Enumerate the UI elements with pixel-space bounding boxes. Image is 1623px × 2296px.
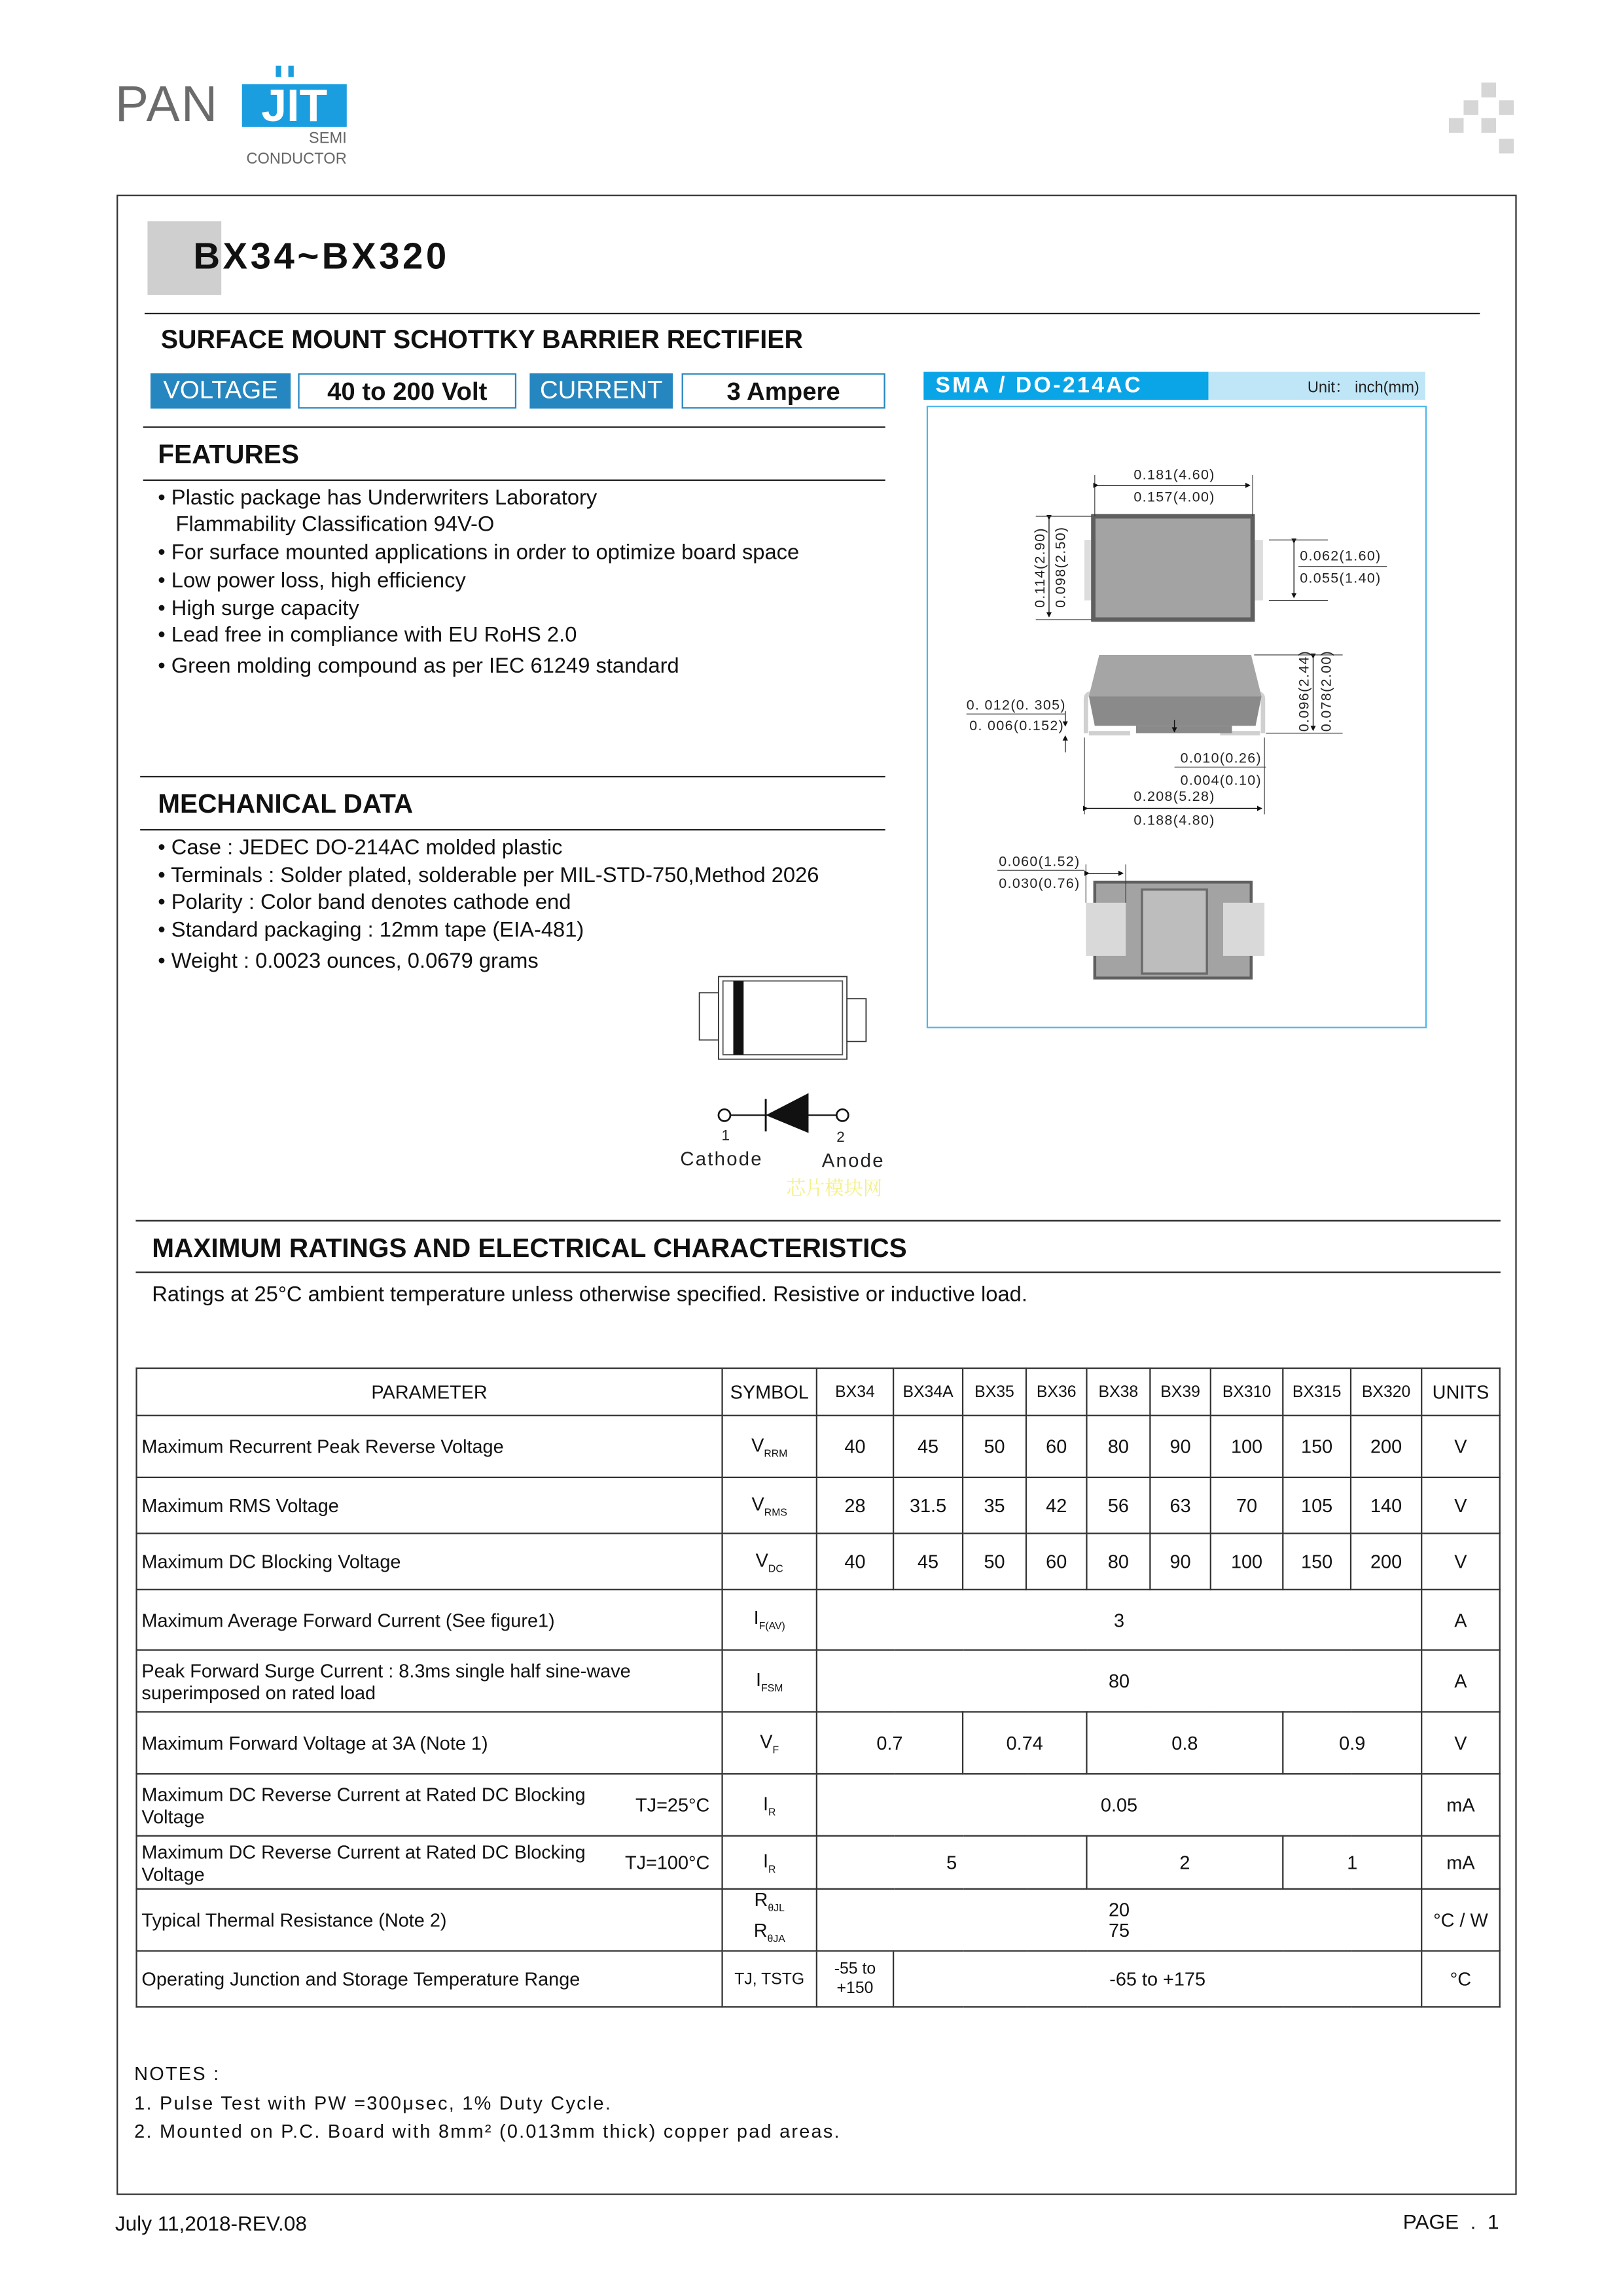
dim-height-min: 0.078(2.00)	[1318, 650, 1334, 732]
current-value: 3 Ampere	[682, 373, 885, 408]
voltage-value: 40 to 200 Volt	[298, 373, 516, 408]
value-cell: 105	[1283, 1477, 1351, 1534]
symbol-cell: $V_{DC}$	[722, 1534, 817, 1590]
unit-cell: V	[1421, 1534, 1499, 1590]
logo-pan: PAN	[115, 77, 219, 133]
divider	[135, 1220, 1500, 1221]
table-row	[137, 1650, 1500, 1712]
header-cell: BX320	[1351, 1368, 1421, 1415]
value-cell: 0.9	[1283, 1712, 1421, 1774]
feature-item: • Low power loss, high efficiency	[158, 569, 466, 593]
dim-top-width-max: 0.181(4.60)	[1133, 467, 1215, 483]
dim-pad-min: 0.030(0.76)	[999, 875, 1080, 892]
page-title: BX34~BX320	[193, 236, 450, 277]
unit-label: Unit： inch(mm)	[1307, 379, 1419, 397]
param-cell: Maximum DC Blocking Voltage	[137, 1534, 722, 1590]
value-cell: 90	[1150, 1415, 1210, 1477]
param-cell: Maximum RMS Voltage	[137, 1477, 722, 1534]
header-cell: SYMBOL	[722, 1368, 817, 1415]
value-cell: 5	[817, 1836, 1087, 1889]
notes-heading: NOTES :	[134, 2062, 221, 2085]
symbol-cell: $V_{RRM}$	[722, 1415, 817, 1477]
param-cell: Maximum Forward Voltage at 3A (Note 1)	[137, 1712, 722, 1774]
cathode-label: Cathode	[680, 1148, 763, 1171]
value-cell: 50	[963, 1415, 1026, 1477]
logo-conductor: CONDUCTOR	[246, 150, 347, 169]
mechanical-item: • Case : JEDEC DO-214AC molded plastic	[158, 836, 563, 860]
anode-label: Anode	[821, 1150, 885, 1172]
dim-top-height-max: 0.114(2.90)	[1032, 527, 1048, 608]
table-row	[137, 1774, 1500, 1836]
feature-item: • For surface mounted applications in order to optimize board space	[158, 541, 800, 565]
ratings-note: Ratings at 25°C ambient temperature unless otherwise specified. Resistive or inductive load.	[152, 1283, 1027, 1307]
param-cell: Operating Junction and Storage Temperature Range	[137, 1951, 722, 2007]
value-cell: 140	[1351, 1477, 1421, 1534]
header-cell: BX36	[1026, 1368, 1086, 1415]
param-cell: Typical Thermal Resistance (Note 2)	[137, 1889, 722, 1951]
table-row	[137, 1889, 1500, 1951]
logo-semi: SEMI	[308, 130, 347, 148]
table-row	[137, 1415, 1500, 1477]
value-cell: 0.8	[1086, 1712, 1283, 1774]
subtitle: SURFACE MOUNT SCHOTTKY BARRIER RECTIFIER	[160, 324, 804, 355]
footer-page: PAGE . 1	[1402, 2210, 1499, 2234]
dim-top-width-min: 0.157(4.00)	[1133, 489, 1215, 505]
value-cell: 20 75	[817, 1889, 1421, 1951]
mechanical-heading: MECHANICAL DATA	[158, 789, 414, 819]
value-cell: 0.74	[963, 1712, 1086, 1774]
dim-height-max: 0.096(2.44)	[1296, 650, 1312, 732]
value-cell: 0.7	[817, 1712, 963, 1774]
package-name: SMA / DO-214AC	[923, 372, 1208, 400]
table-row	[137, 1951, 1500, 2007]
header-cell: PARAMETER	[137, 1368, 722, 1415]
symbol-cell: $V_{RMS}$	[722, 1477, 817, 1534]
dim-standoff-max: 0.010(0.26)	[1180, 750, 1262, 766]
table-row	[137, 1712, 1500, 1774]
value-cell: 50	[963, 1534, 1026, 1590]
value-cell: 60	[1026, 1415, 1086, 1477]
value-cell: 42	[1026, 1477, 1086, 1534]
unit-cell: V	[1421, 1712, 1499, 1774]
dim-pad-max: 0.060(1.52)	[999, 853, 1080, 870]
table-row	[137, 1477, 1500, 1534]
value-cell: 35	[963, 1477, 1026, 1534]
header-cell: UNITS	[1421, 1368, 1499, 1415]
header-cell: BX38	[1086, 1368, 1150, 1415]
value-cell: 200	[1351, 1534, 1421, 1590]
header-cell: BX35	[963, 1368, 1026, 1415]
param-text: Maximum DC Reverse Current at Rated DC Blocking Voltage	[141, 1782, 586, 1828]
table-row	[137, 1534, 1500, 1590]
symbol-cell: $V_F$	[722, 1712, 817, 1774]
pin-2-label: 2	[836, 1128, 845, 1145]
param-cell	[137, 1836, 722, 1889]
param-cell: Peak Forward Surge Current : 8.3ms single half sine-wave superimposed on rated load	[137, 1650, 722, 1712]
unit-cell: mA	[1421, 1836, 1499, 1889]
unit-cell: mA	[1421, 1774, 1499, 1836]
value-cell: 28	[817, 1477, 893, 1534]
param-cell: Maximum Recurrent Peak Reverse Voltage	[137, 1415, 722, 1477]
mechanical-item: • Standard packaging : 12mm tape (EIA-481)	[158, 919, 584, 943]
value-cell: 45	[893, 1534, 963, 1590]
unit-cell: A	[1421, 1589, 1499, 1650]
symbol-cell: TJ, TSTG	[722, 1951, 817, 2007]
diode-package-outline	[700, 976, 866, 1059]
value-cell: 0.05	[817, 1774, 1421, 1836]
value-cell: 63	[1150, 1477, 1210, 1534]
value-cell: -65 to +175	[893, 1951, 1421, 2007]
value-cell: 70	[1211, 1477, 1283, 1534]
value-cell: 90	[1150, 1534, 1210, 1590]
diode-symbol-icon	[719, 1093, 848, 1133]
value-cell: 80	[1086, 1534, 1150, 1590]
dim-standoff-min: 0.004(0.10)	[1180, 772, 1262, 788]
table-row	[137, 1589, 1500, 1650]
dim-lead-thickness-max: 0. 012(0. 305)	[966, 697, 1066, 713]
param-cell	[137, 1774, 722, 1836]
unit-cell: °C / W	[1421, 1889, 1499, 1951]
value-cell: 1	[1283, 1836, 1421, 1889]
symbol-cell: $I_{F(AV)}$	[722, 1589, 817, 1650]
header-cell: BX34	[817, 1368, 893, 1415]
condition-label: TJ=100°C	[624, 1850, 710, 1873]
dim-top-height-min: 0.098(2.50)	[1052, 526, 1069, 608]
value-cell: 200	[1351, 1415, 1421, 1477]
value-cell: 100	[1211, 1534, 1283, 1590]
symbol-cell: $I_{FSM}$	[722, 1650, 817, 1712]
pin-1-label: 1	[721, 1127, 730, 1144]
value-cell: 100	[1211, 1415, 1283, 1477]
value-cell: 80	[817, 1650, 1421, 1712]
feature-item: Flammability Classification 94V-O	[158, 513, 495, 537]
footer-date: July 11,2018-REV.08	[115, 2211, 307, 2235]
unit-cell: A	[1421, 1650, 1499, 1712]
table-header-row	[137, 1368, 1500, 1415]
symbol-cell: $I_R$	[722, 1836, 817, 1889]
feature-item: • Lead free in compliance with EU RoHS 2.0	[158, 624, 577, 648]
unit-cell: °C	[1421, 1951, 1499, 2007]
mechanical-item: • Terminals : Solder plated, solderable per MIL-STD-750,Method 2026	[158, 864, 819, 889]
divider	[135, 1271, 1500, 1273]
header-cell: BX34A	[893, 1368, 963, 1415]
value-cell: -55 to +150	[817, 1951, 893, 2007]
header-cell: BX310	[1211, 1368, 1283, 1415]
current-label: CURRENT	[529, 373, 673, 408]
symbol-cell: $R_{\theta JL}$ $R_{\theta JA}$	[722, 1889, 817, 1951]
header-cell: BX39	[1150, 1368, 1210, 1415]
watermark: 芯片模块网	[786, 1178, 883, 1200]
dim-total-width-max: 0.208(5.28)	[1133, 788, 1215, 805]
note-item: 1. Pulse Test with PW =300μsec, 1% Duty Cycle.	[134, 2091, 613, 2114]
ratings-heading: MAXIMUM RATINGS AND ELECTRICAL CHARACTERISTICS	[152, 1233, 907, 1263]
value-cell: 56	[1086, 1477, 1150, 1534]
dim-total-width-min: 0.188(4.80)	[1133, 812, 1215, 828]
logo-dots: ▮▮	[274, 63, 300, 80]
value-cell: 31.5	[893, 1477, 963, 1534]
value-cell: 40	[817, 1415, 893, 1477]
value-cell: 150	[1283, 1534, 1351, 1590]
dim-lead-thickness-min: 0. 006(0.152)	[969, 717, 1065, 733]
value-cell: 45	[893, 1415, 963, 1477]
feature-item: • Plastic package has Underwriters Laboratory	[158, 486, 597, 511]
ratings-table	[135, 1368, 1500, 2008]
mechanical-item: • Weight : 0.0023 ounces, 0.0679 grams	[158, 949, 539, 974]
value-cell: 60	[1026, 1534, 1086, 1590]
feature-item: • High surge capacity	[158, 597, 359, 622]
value-cell: 150	[1283, 1415, 1351, 1477]
unit-cell: V	[1421, 1477, 1499, 1534]
value-cell: 3	[817, 1589, 1421, 1650]
symbol-cell: $I_R$	[722, 1774, 817, 1836]
param-cell: Maximum Average Forward Current (See figure1)	[137, 1589, 722, 1650]
dim-lead-width-min: 0.055(1.40)	[1300, 570, 1382, 586]
unit-cell: V	[1421, 1415, 1499, 1477]
header-cell: BX315	[1283, 1368, 1351, 1415]
condition-label: TJ=25°C	[635, 1793, 710, 1816]
feature-item: • Green molding compound as per IEC 61249 standard	[158, 654, 679, 679]
note-item: 2. Mounted on P.C. Board with 8mm² (0.013mm thick) copper pad areas.	[134, 2119, 841, 2142]
param-text: Maximum DC Reverse Current at Rated DC Blocking Voltage	[141, 1840, 586, 1885]
features-heading: FEATURES	[158, 439, 299, 469]
dim-lead-width-max: 0.062(1.60)	[1300, 548, 1382, 564]
voltage-label: VOLTAGE	[151, 373, 291, 408]
mechanical-item: • Polarity : Color band denotes cathode end	[158, 891, 571, 915]
value-cell: 80	[1086, 1415, 1150, 1477]
logo-jit: JIT	[242, 84, 347, 127]
value-cell: 2	[1086, 1836, 1283, 1889]
value-cell: 40	[817, 1534, 893, 1590]
table-row	[137, 1836, 1500, 1889]
